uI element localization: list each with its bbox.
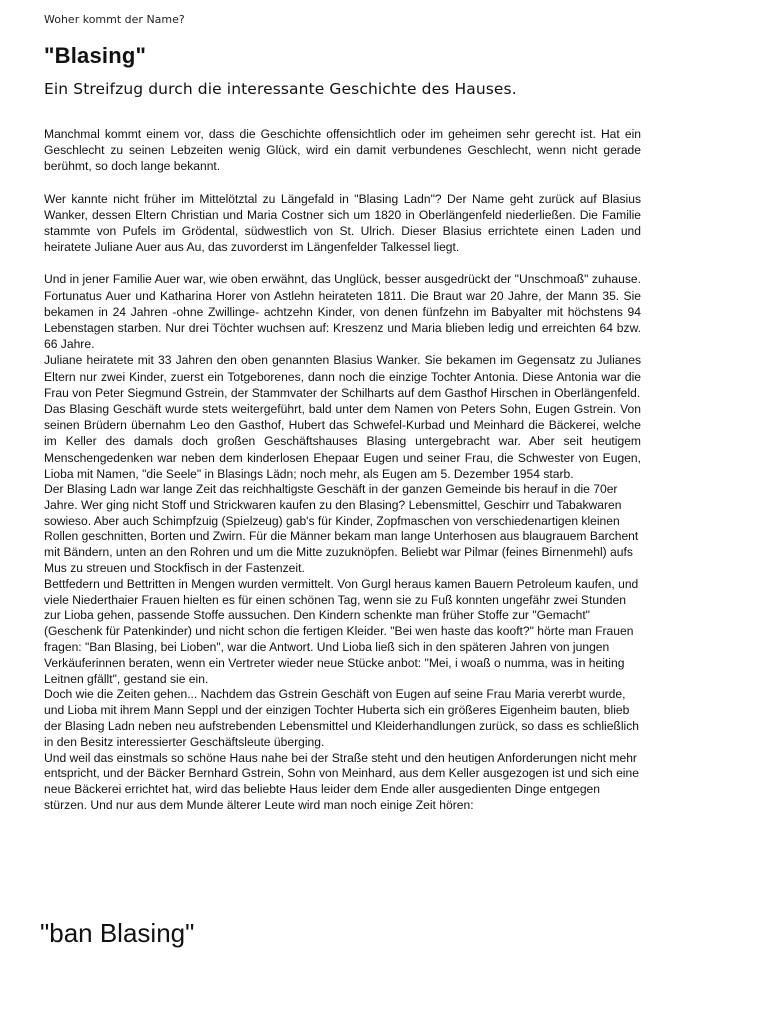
- paragraph-decline: Doch wie die Zeiten gehen... Nachdem das Gstrein Geschäft von Eugen auf seine Frau Maria vererbt wurde, und Lioba mit ihrem Mann Seppl und der einzigen Tochter Huberta sich ein größeres Eigenheim bauten, blieb der Blasing Ladn neben neu aufstrebenden Lebensmittel und Kleiderhandlungen zurück, so dass es schließlich in den Besitz interessierter Geschäftsleute überging.: [44, 687, 640, 749]
- page-title: "Blasing": [44, 43, 147, 68]
- paragraph-shop-goods: Der Blasing Ladn war lange Zeit das reichhaltigste Geschäft in der ganzen Gemeinde bis herauf in die 70er Jahre. Wer ging nicht Stoff und Strickwaren kaufen zu den Blasing? Lebensmittel, Geschirr und Tabakwaren sowieso. Aber auch Schimpfzuig (Spielzeug) gab's für Kinder, Zopfmaschen von verschiedenartigen kleinen Rollen geschnitten, Borten und Zwirn. Für die Männer bekam man lange Unterhosen aus blaugrauem Barchent mit Bändern, unten an den Rohren und um die Mitte zuzuknöpfen. Beliebt war Pilmar (feines Birnenmehl) aufs Mus zu streuen und Stockfisch in der Fastenzeit.: [44, 482, 639, 576]
- page-subtitle: Ein Streifzug durch die interessante Geschichte des Hauses.: [44, 80, 517, 98]
- paragraph-intro: Manchmal kommt einem vor, dass die Geschichte offensichtlich oder im geheimen sehr gerecht ist. Hat ein Geschlecht zu seinen Lebzeiten wenig Glück, wird ein damit verbundenes Geschlecht, wenn nicht gerade berühmt, so doch lange bekannt.: [44, 127, 641, 174]
- kicker-line: Woher kommt der Name?: [44, 13, 185, 26]
- paragraph-ending: Und weil das einstmals so schöne Haus nahe bei der Straße steht und den heutigen Anforderungen nicht mehr entspricht, und der Bäcker Bernhard Gstrein, Sohn von Meinhard, aus dem Keller ausgezogen ist und sich eine neue Bäckerei errichtet hat, wird das beliebte Haus leider dem Ende aller ausgedienten Dinge entgegen stürzen. Und nur aus dem Munde älterer Leute wird man noch einige Zeit hören:: [44, 750, 639, 812]
- paragraph-customers: Bettfedern und Bettritten in Mengen wurden vermittelt. Von Gurgl heraus kamen Bauern Petroleum kaufen, und viele Niederthaier Frauen hielten es für einen schönen Tag, wenn sie zu Fuß konnten ungefähr zwei Stunden zur Lioba gehen, passende Stoffe aussuchen. Den Kindern schenkte man früher Stoffe zur "Gemacht" (Geschenk für Patenkinder) und nicht schon die fertigen Kleider. "Bei wen haste das kooft?" hörte man Frauen fragen: "Ban Blasing, bei Lioben", war die Antwort. Und Lioba ließ sich in den späteren Jahren von jungen Verkäuferinnen beraten, wenn ein Vertreter wieder neue Stücke anbot: "Mei, i woaß o numma, was in heiting Leitnen gfällt", gestand sie ein.: [44, 576, 639, 686]
- closing-quote: "ban Blasing": [40, 918, 195, 948]
- paragraph-juliane: Juliane heiratete mit 33 Jahren den oben genannten Blasius Wanker. Sie bekamen im Gegensatz zu Julianes Eltern nur zwei Kinder, zuerst ein Totgeborenes, dann noch die einzige Tochter Antonia. Diese Antonia war die Frau von Peter Siegmund Gstrein, der Stammvater der Schilharts auf dem Gasthof Hirschen in Oberlängenfeld.: [44, 353, 641, 400]
- paragraph-auer-family: Und in jener Familie Auer war, wie oben erwähnt, das Unglück, besser ausgedrückt der "Unschmoaß" zuhause. Fortunatus Auer und Katharina Horer von Astlehn heirateten 1811. Die Braut war 20 Jahre, der Mann 35. Sie bekamen in 24 Jahren -ohne Zwillinge- achtzehn Kinder, von denen fünfzehn im Babyalter mit höchstens 94 Lebenstagen starben. Nur drei Töchter wuchsen auf: Kreszenz und Maria blieben ledig und erreichten 64 bzw. 66 Jahre.: [44, 272, 641, 352]
- paragraph-origin: Wer kannte nicht früher im Mittelötztal zu Längefald in "Blasing Ladn"? Der Name geht zurück auf Blasius Wanker, dessen Eltern Christian und Maria Costner sich um 1820 in Oberlängenfeld niederließen. Die Familie stammte von Pufels im Grödental, südwestlich von St. Ulrich. Dieser Blasius errichtete einen Laden und heiratete Juliane Auer aus Au, das zuvorderst im Längenfelder Talkessel liegt.: [44, 191, 641, 255]
- article-body: [44, 126, 641, 814]
- paragraph-business: Das Blasing Geschäft wurde stets weitergeführt, bald unter dem Namen von Peters Sohn, Eugen Gstrein. Von seinen Brüdern übernahm Leo den Gasthof, Hubert das Schwefel-Kurbad und Meinhard die Bäckerei, welche im Keller des damals doch großen Geschäftshauses Blasing untergebracht war. Aber seit heutigem Menschengedenken war neben dem kinderlosen Ehepaar Eugen und seiner Frau, die Schwester von Eugen, Lioba mit Namen, "die Seele" in Blasings Lädn; noch mehr, als Eugen am 5. Dezember 1954 starb.: [44, 402, 641, 481]
